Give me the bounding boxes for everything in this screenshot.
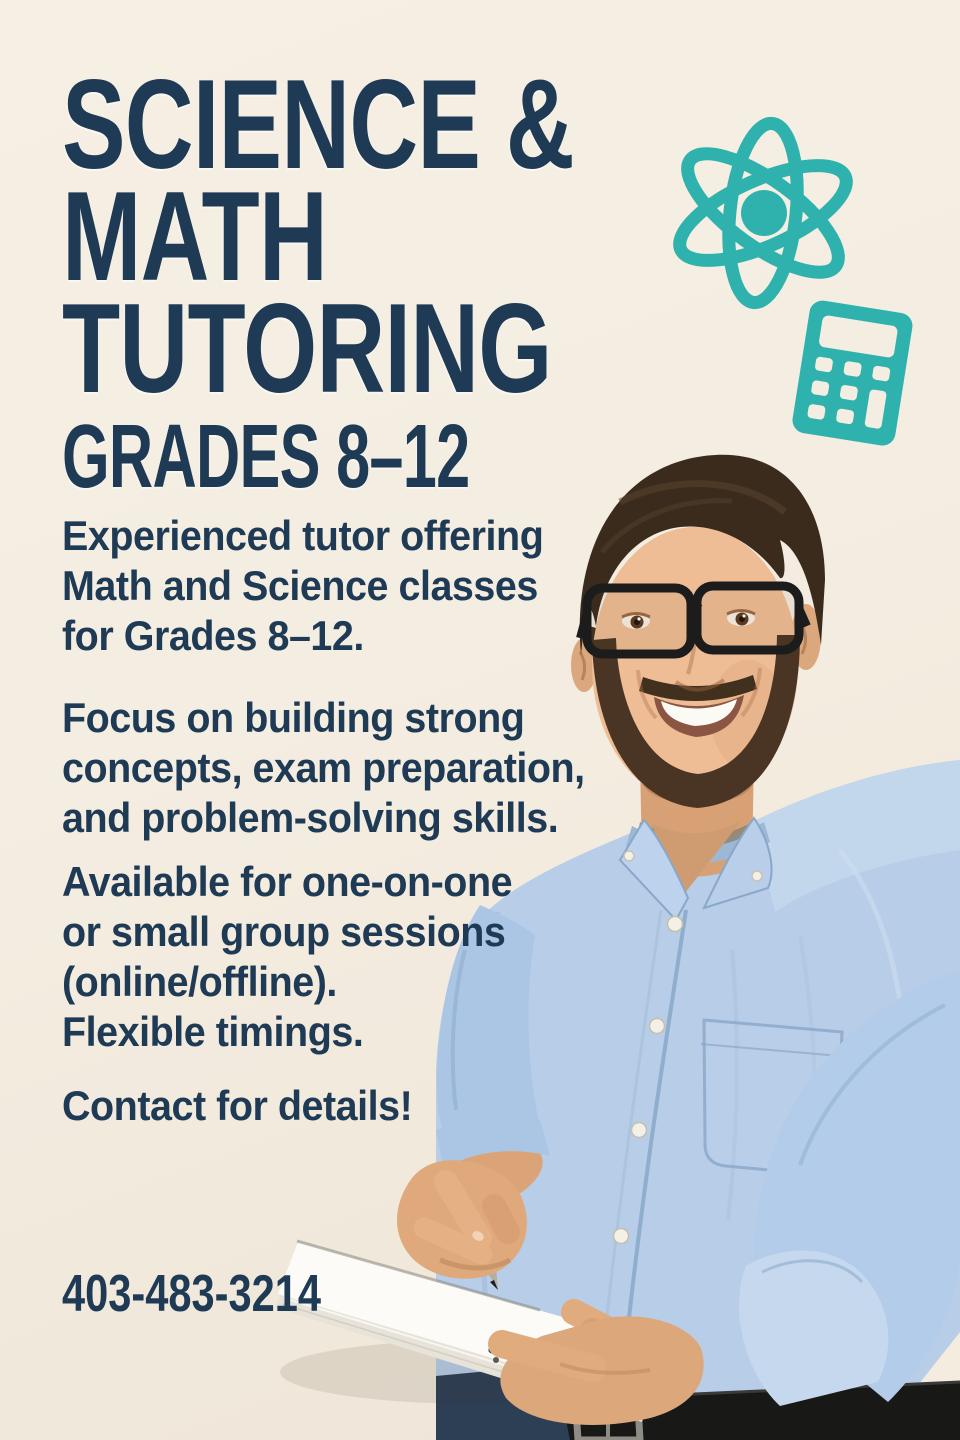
intro-line: for Grades 8–12. bbox=[62, 612, 364, 659]
availability-paragraph bbox=[62, 857, 541, 1057]
grades-subheading: GRADES 8–12 bbox=[62, 407, 470, 507]
focus-line: Focus on building strong bbox=[62, 694, 525, 741]
glasses-icon bbox=[580, 586, 807, 654]
availability-line: (online/offline). bbox=[62, 958, 337, 1005]
shirt-button bbox=[668, 917, 683, 932]
headline-line-1: SCIENCE & bbox=[62, 53, 574, 195]
headline-line-3: TUTORING bbox=[62, 277, 552, 419]
shirt-button bbox=[632, 1123, 647, 1138]
focus-line: and problem-solving skills. bbox=[62, 794, 559, 841]
intro-line: Math and Science classes bbox=[62, 562, 538, 609]
availability-line: Available for one-on-one bbox=[62, 858, 513, 905]
shirt-button bbox=[650, 1019, 665, 1034]
availability-line: Flexible timings. bbox=[62, 1008, 364, 1055]
cta-text: Contact for details! bbox=[62, 1082, 413, 1129]
focus-paragraph bbox=[62, 693, 618, 843]
headline bbox=[62, 53, 745, 419]
availability-line: or small group sessions bbox=[62, 908, 506, 955]
phone-number: 403-483-3214 bbox=[62, 1265, 322, 1323]
intro-paragraph bbox=[62, 511, 574, 661]
shirt-button bbox=[614, 1229, 629, 1244]
atom-icon bbox=[668, 103, 858, 323]
headline-line-2: MATH bbox=[62, 165, 328, 307]
focus-line: concepts, exam preparation, bbox=[62, 744, 585, 791]
intro-line: Experienced tutor offering bbox=[62, 512, 544, 559]
